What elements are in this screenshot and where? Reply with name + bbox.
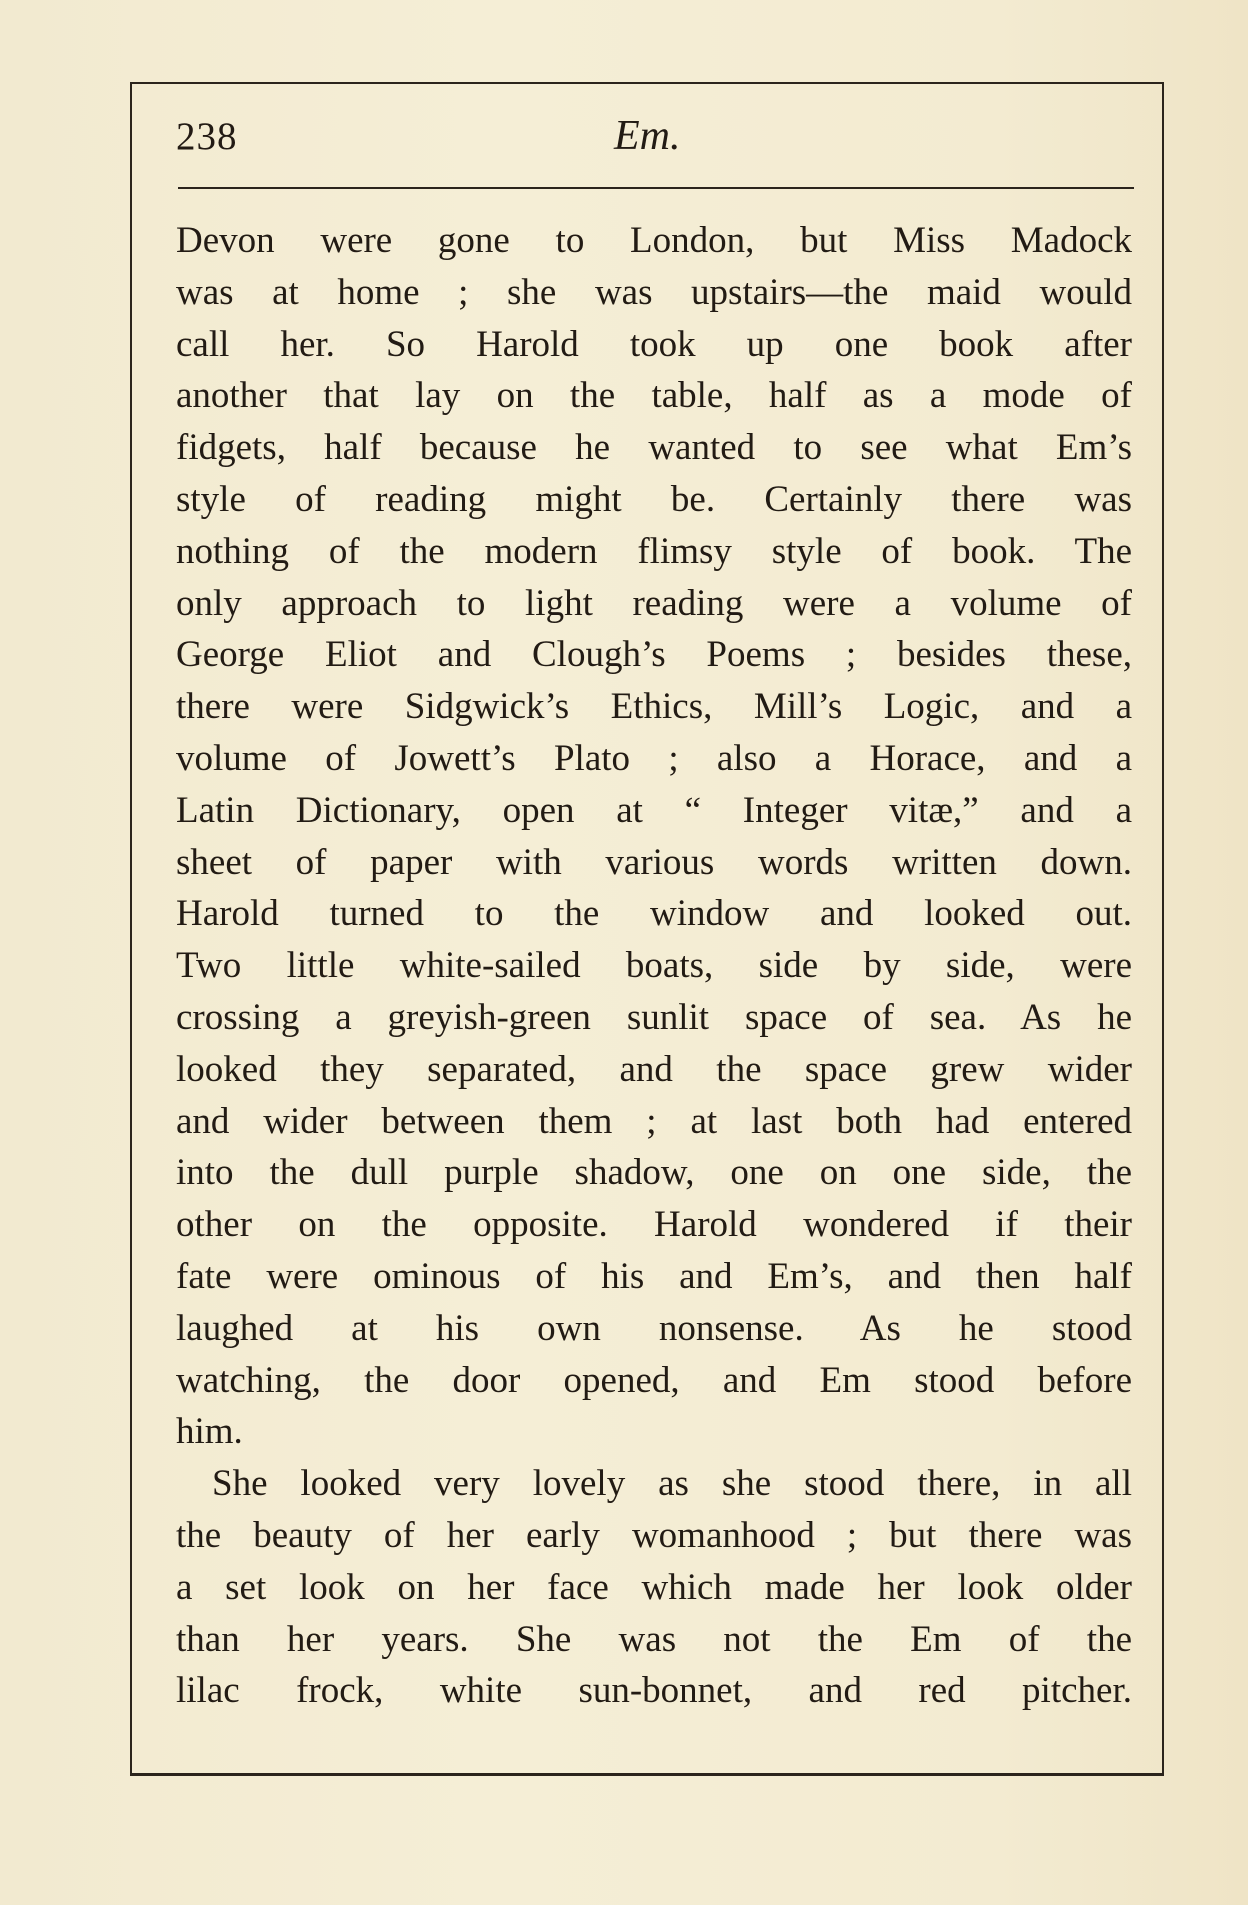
header-rule <box>178 187 1134 189</box>
text-line: looked they separated, and the space grew wider <box>176 1048 1132 1090</box>
text-line: another that lay on the table, half as a mode of <box>176 375 1132 417</box>
text-line: She looked very lovely as she stood there, in all <box>212 1463 1132 1505</box>
page-number: 238 <box>176 115 238 158</box>
text-line: volume of Jowett’s Plato ; also a Horace, and a <box>176 737 1132 779</box>
text-line: a set look on her face which made her look older <box>176 1566 1132 1608</box>
text-line: other on the opposite. Harold wondered if their <box>176 1204 1132 1246</box>
text-line: sheet of paper with various words written down. <box>176 841 1132 883</box>
text-line: style of reading might be. Certainly there was <box>176 478 1132 520</box>
text-line: Harold turned to the window and looked out. <box>176 893 1132 935</box>
text-line: into the dull purple shadow, one on one side, the <box>176 1152 1132 1194</box>
text-line: than her years. She was not the Em of the <box>176 1618 1132 1660</box>
text-line: Devon were gone to London, but Miss Madock <box>176 220 1132 261</box>
body-text <box>176 215 1132 1717</box>
text-line: call her. So Harold took up one book after <box>176 323 1132 365</box>
text-line: crossing a greyish-green sunlit space of sea. As he <box>176 996 1132 1038</box>
text-line: him. <box>176 1411 243 1453</box>
text-line: laughed at his own nonsense. As he stood <box>176 1307 1132 1349</box>
text-line: the beauty of her early womanhood ; but there was <box>176 1514 1132 1556</box>
text-line: Latin Dictionary, open at “ Integer vitæ,” and a <box>176 789 1132 831</box>
text-line: only approach to light reading were a volume of <box>176 582 1132 624</box>
text-line: there were Sidgwick’s Ethics, Mill’s Logic, and a <box>176 686 1132 728</box>
text-line: was at home ; she was upstairs—the maid would <box>176 271 1132 313</box>
text-line: lilac frock, white sun-bonnet, and red pitcher. <box>176 1670 1132 1712</box>
text-line: Two little white-sailed boats, side by side, were <box>176 945 1132 987</box>
text-line: fate were ominous of his and Em’s, and then half <box>176 1255 1132 1297</box>
text-line: and wider between them ; at last both had entered <box>176 1100 1132 1142</box>
text-line: George Eliot and Clough’s Poems ; besides these, <box>176 634 1132 676</box>
text-line: fidgets, half because he wanted to see what Em’s <box>176 427 1132 469</box>
running-title: Em. <box>614 113 681 159</box>
text-line: watching, the door opened, and Em stood before <box>176 1359 1132 1401</box>
text-line: nothing of the modern flimsy style of book. The <box>176 530 1132 572</box>
